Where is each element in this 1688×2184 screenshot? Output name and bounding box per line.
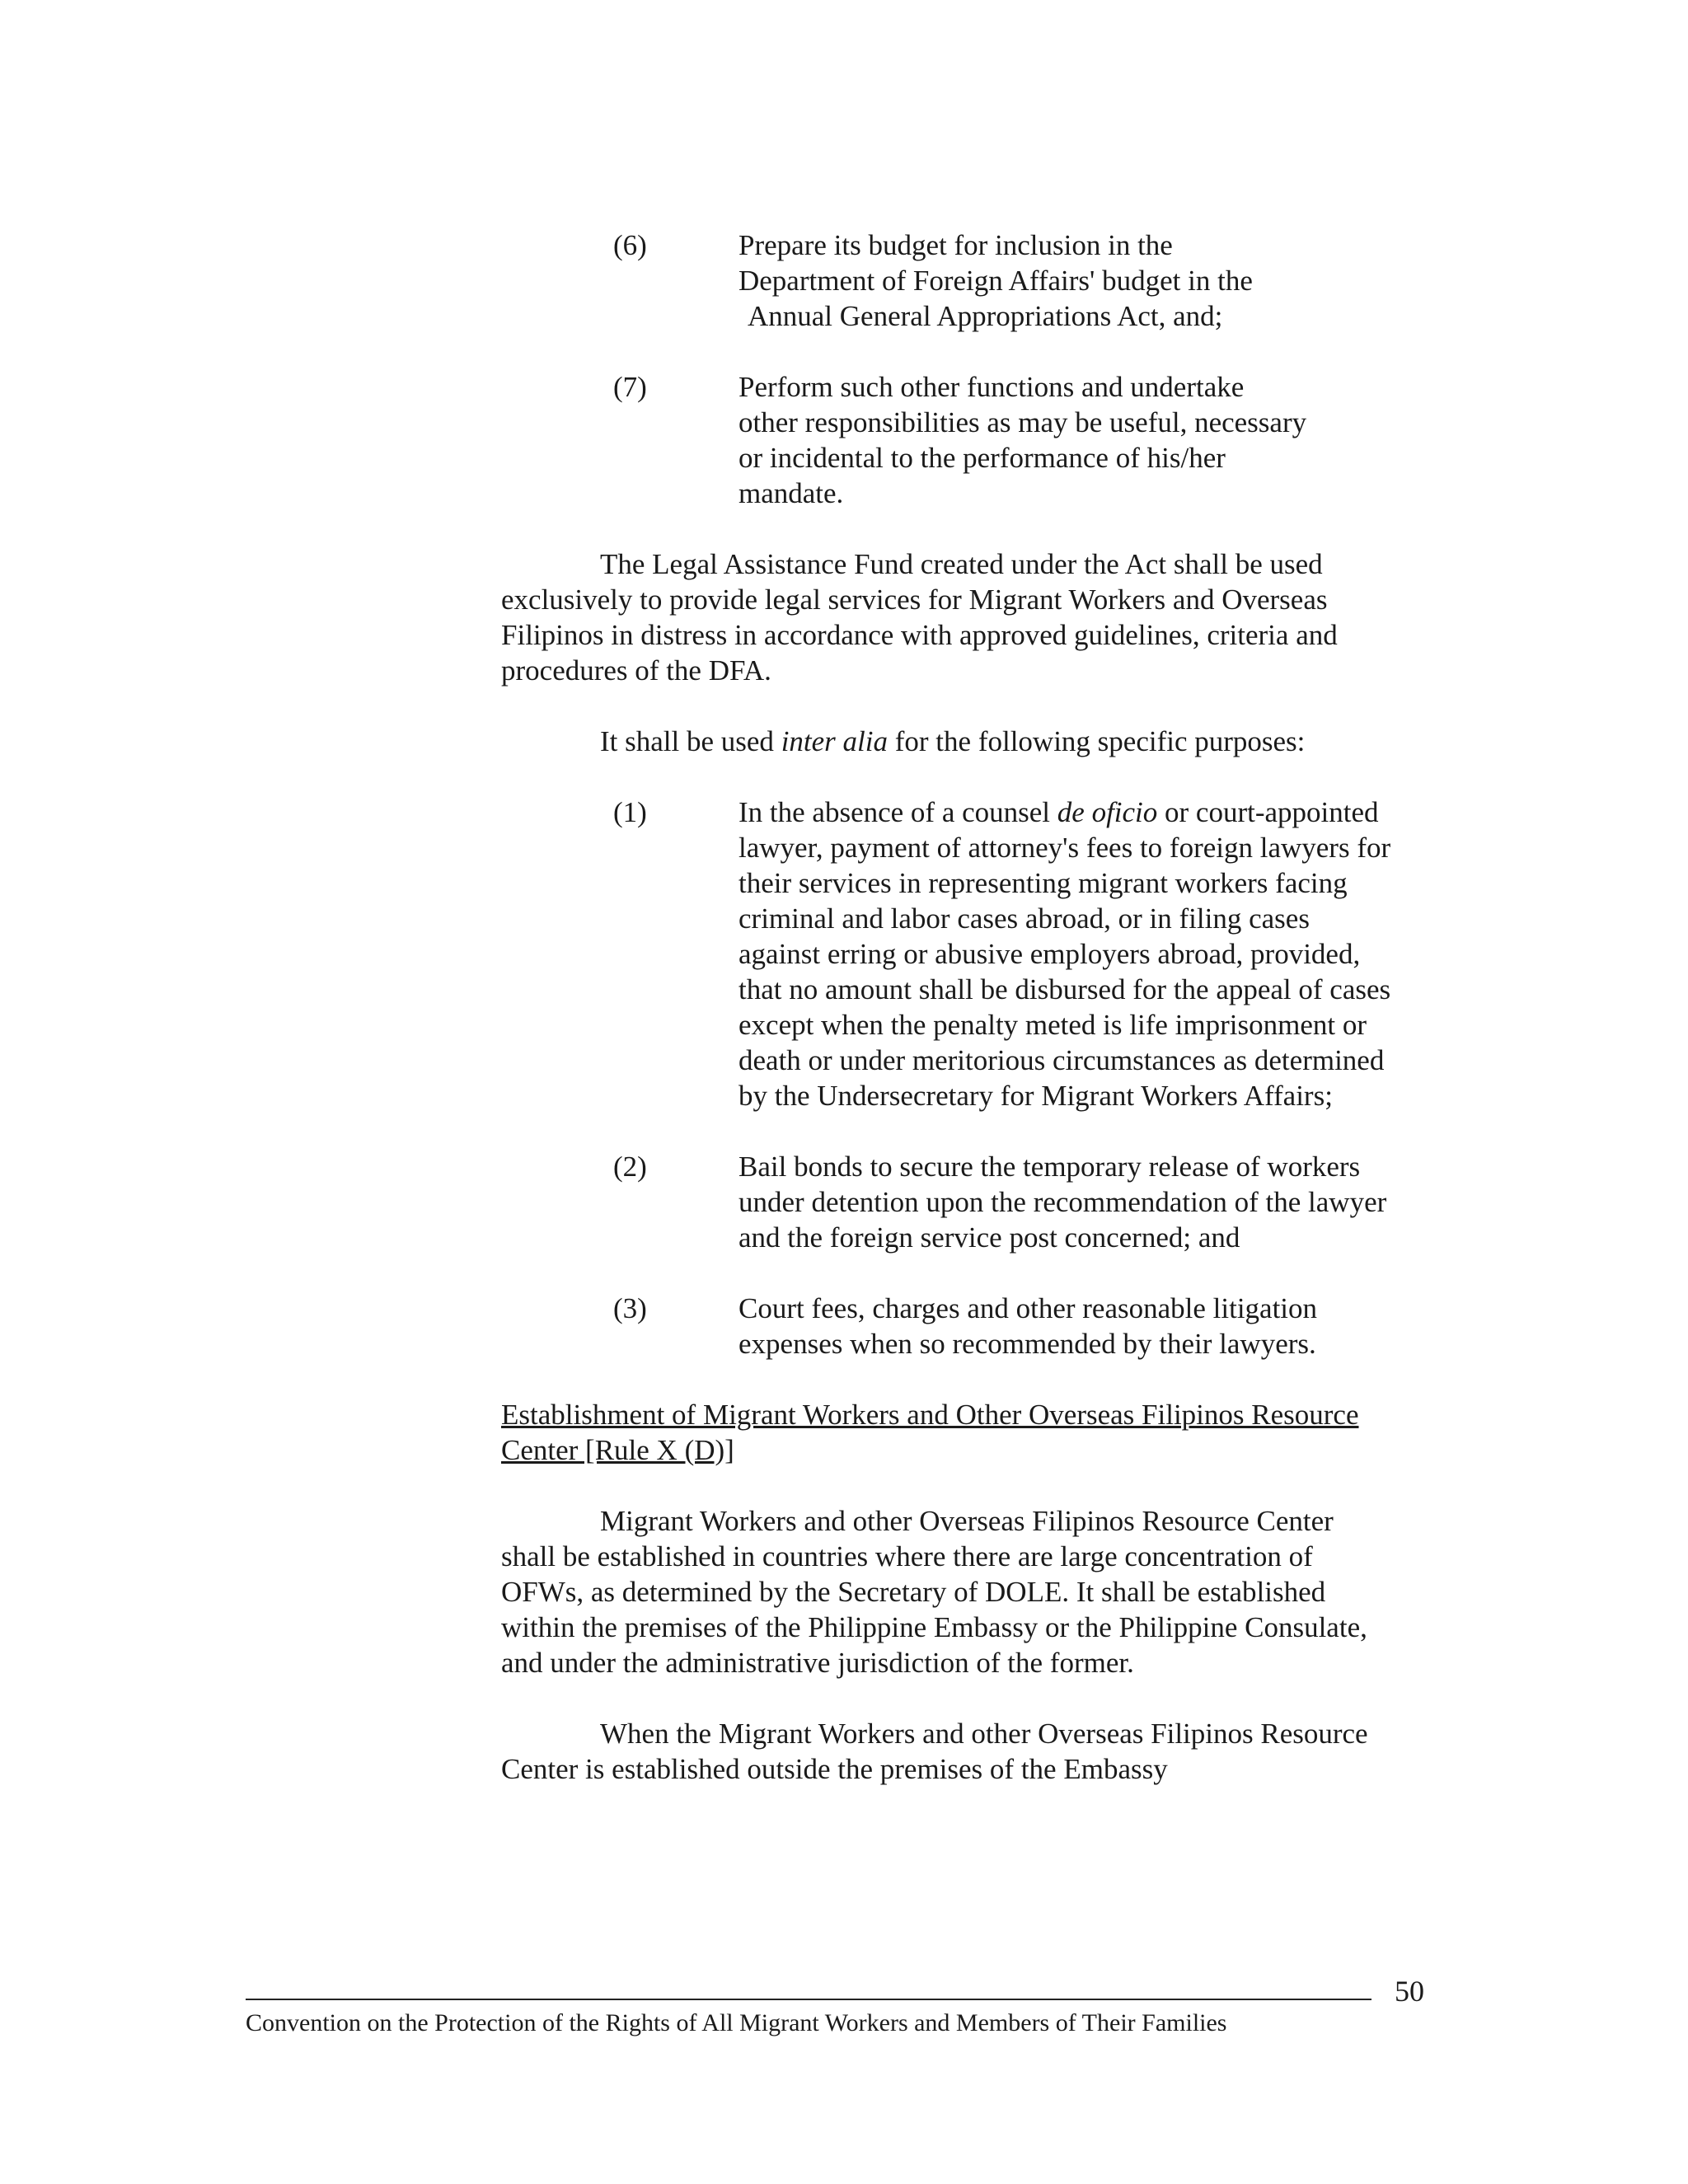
item-text: Court fees, charges and other reasonable litigation expenses when so recommended by their lawyers.	[738, 1292, 1318, 1360]
item-number: (2)	[613, 1151, 647, 1183]
item-number: (3)	[613, 1292, 647, 1324]
footer-title: Convention on the Protection of the Rights of All Migrant Workers and Members of Their Families	[246, 2009, 1227, 2036]
item-text: Prepare its budget for inclusion in the Department of Foreign Affairs' budget in the Annual General Appropriations Act, and;	[738, 229, 1253, 332]
paragraph-resource-center: Migrant Workers and other Overseas Filipinos Resource Center shall be established in countries where there are large concentration of OFWs, as determined by the Secretary of DOLE. It shall be established within the premises of the Philippine Embassy or the Philippine Consulate, and under the administrative jurisdiction of the former.	[501, 1505, 1367, 1679]
list-item	[501, 1291, 1391, 1361]
purposes-intro: It shall be used inter alia for the following specific purposes:	[600, 725, 1306, 757]
item-number: (7)	[613, 371, 647, 403]
list-item	[501, 1149, 1391, 1255]
item-number: (6)	[613, 229, 647, 261]
item-text: In the absence of a counsel de oficio or court-appointed lawyer, payment of attorney's fees to foreign lawyers for their services in representing migrant workers facing criminal and labor cases abroad, or in filing cases against erring or abusive employers abroad, provided, that no amount shall be disbursed for the appeal of cases except when the penalty meted is life imprisonment or death or under meritorious circumstances as determined by the Undersecretary for Migrant Workers Affairs;	[738, 796, 1391, 1112]
item-number: (1)	[613, 796, 647, 828]
footer-divider	[246, 1999, 1372, 2000]
list-item	[501, 227, 1391, 334]
paragraph-outside-premises: When the Migrant Workers and other Overseas Filipinos Resource Center is established outside the premises of the Embassy	[501, 1718, 1368, 1785]
list-item	[501, 794, 1391, 1113]
page-number: 50	[1395, 1975, 1424, 2008]
list-item	[501, 369, 1391, 511]
paragraph-legal-assistance-fund: The Legal Assistance Fund created under the Act shall be used exclusively to provide legal services for Migrant Workers and Overseas Filipinos in distress in accordance with approved guidelines, criteria and procedures of the DFA.	[501, 548, 1338, 687]
item-text: Bail bonds to secure the temporary release of workers under detention upon the recommendation of the lawyer and the foreign service post concerned; and	[738, 1151, 1387, 1254]
main-text-column	[501, 227, 1391, 1822]
section-heading: Establishment of Migrant Workers and Other Overseas Filipinos Resource Center [Rule X (D)]	[501, 1399, 1359, 1466]
item-text: Perform such other functions and undertake other responsibilities as may be useful, necessary or incidental to the performance of his/her mandate.	[738, 371, 1307, 509]
